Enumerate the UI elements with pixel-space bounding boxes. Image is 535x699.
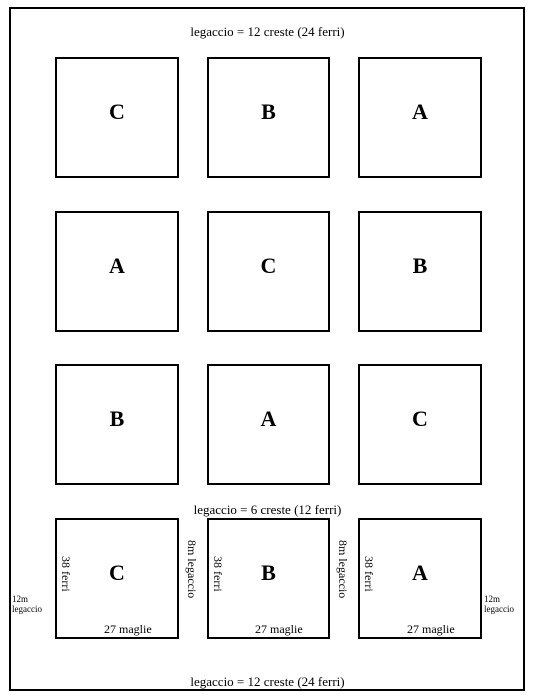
width-label: 27 maglie xyxy=(407,622,455,636)
square-letter: B xyxy=(109,406,125,431)
square-r1-c2 xyxy=(207,57,330,178)
edge-legaccio-left-line2: legaccio xyxy=(12,604,42,614)
square-r3-c2 xyxy=(207,364,330,485)
height-label: 38 ferri xyxy=(211,556,225,592)
height-label: 38 ferri xyxy=(59,556,73,592)
square-letter: B xyxy=(261,560,276,585)
square-letter: B xyxy=(261,99,276,124)
edge-legaccio-right xyxy=(484,594,514,614)
square-letter: A xyxy=(412,560,428,585)
square-r4-c1 xyxy=(55,518,179,639)
caption-middle: legaccio = 6 creste (12 ferri) xyxy=(193,502,342,517)
caption-top: legaccio = 12 creste (24 ferri) xyxy=(190,24,345,39)
square-r4-c2 xyxy=(207,518,330,639)
square-r2-c3 xyxy=(358,211,482,332)
caption-bottom: legaccio = 12 creste (24 ferri) xyxy=(190,674,345,689)
width-label: 27 maglie xyxy=(255,622,303,636)
gap-legaccio-label-right: 8m legaccio xyxy=(336,540,350,599)
width-label: 27 maglie xyxy=(104,622,152,636)
edge-legaccio-right-line2: legaccio xyxy=(484,604,514,614)
square-letter: C xyxy=(412,406,428,431)
square-letter: C xyxy=(260,253,277,278)
square-r4-c3 xyxy=(358,518,482,639)
square-r1-c3 xyxy=(358,57,482,178)
gap-legaccio-label-left: 8m legaccio xyxy=(185,540,199,599)
square-letter: A xyxy=(260,406,277,431)
square-r3-c3 xyxy=(358,364,482,485)
square-letter: C xyxy=(109,560,125,585)
square-r2-c2 xyxy=(207,211,330,332)
square-letter: A xyxy=(412,99,428,124)
edge-legaccio-right-line1: 12m xyxy=(484,594,501,604)
square-r3-c1 xyxy=(55,364,179,485)
square-letter: B xyxy=(412,253,428,278)
edge-legaccio-left-line1: 12m xyxy=(12,594,29,604)
square-r1-c1 xyxy=(55,57,179,178)
square-r2-c1 xyxy=(55,211,179,332)
square-letter: C xyxy=(109,99,125,124)
edge-legaccio-left xyxy=(12,594,42,614)
height-label: 38 ferri xyxy=(362,556,376,592)
square-letter: A xyxy=(109,253,125,278)
